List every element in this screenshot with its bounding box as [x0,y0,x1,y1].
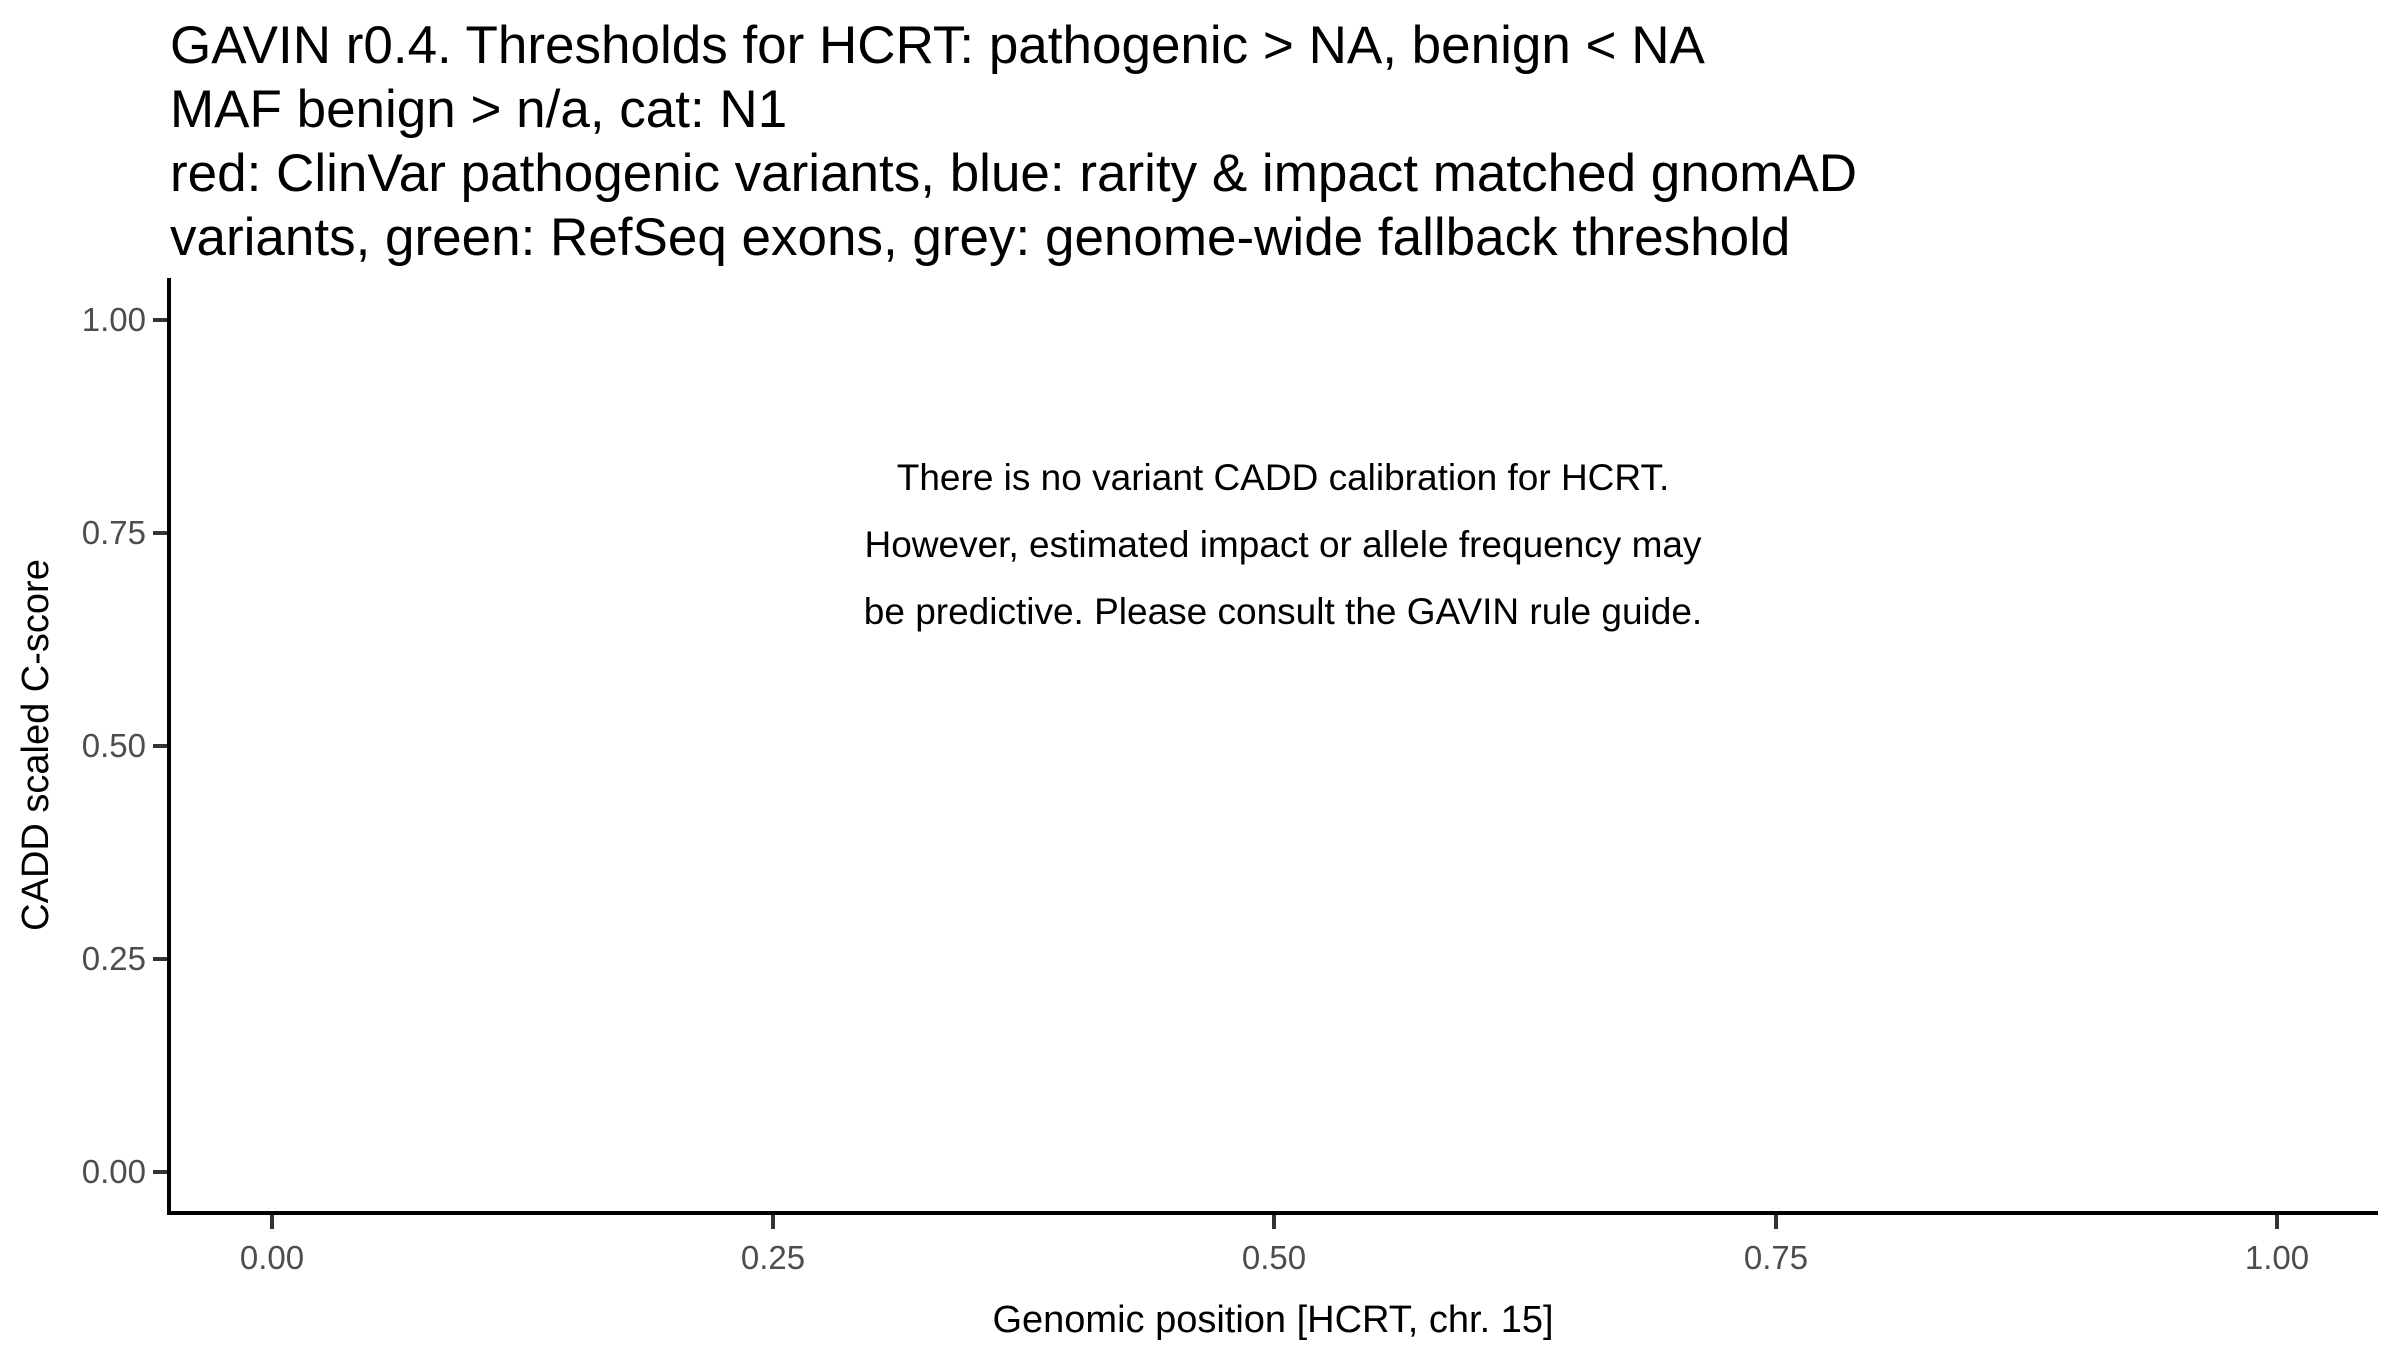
x-tick-label: 1.00 [2244,1239,2310,1276]
annotation-line-3: be predictive. Please consult the GAVIN rule guide. [863,591,1703,632]
y-tick-mark-0.75 [153,531,167,535]
x-tick-label: 0.25 [740,1239,806,1276]
x-axis-title: Genomic position [HCRT, chr. 15] [992,1299,1554,1341]
plot-panel [167,278,2378,1215]
x-tick-label: 0.75 [1743,1239,1809,1276]
x-tick-mark-1.00 [2275,1215,2279,1229]
y-tick-mark-0.00 [153,1170,167,1174]
y-tick-mark-0.25 [153,957,167,961]
annotation-line-2: However, estimated impact or allele frequency may [864,524,1702,565]
chart-title-line-1: GAVIN r0.4. Thresholds for HCRT: pathogenic > NA, benign < NA [170,16,1705,75]
chart-title [170,14,1857,270]
x-tick-mark-0.75 [1774,1215,1778,1229]
y-tick-label: 0.25 [81,940,146,977]
y-axis-title: CADD scaled C-score [15,559,57,931]
annotation-line-1: There is no variant CADD calibration for HCRT. [896,457,1670,498]
x-tick-label: 0.00 [239,1239,305,1276]
x-tick-mark-0.00 [270,1215,274,1229]
y-tick-mark-1.00 [153,318,167,322]
y-tick-label: 0.75 [81,514,146,551]
chart-title-line-4: variants, green: RefSeq exons, grey: genome-wide fallback threshold [170,208,1791,267]
y-tick-label: 1.00 [81,301,146,338]
no-calibration-annotation [483,444,2083,645]
chart-title-line-2: MAF benign > n/a, cat: N1 [170,80,788,139]
x-tick-mark-0.50 [1272,1215,1276,1229]
y-tick-label: 0.00 [81,1153,146,1190]
chart-title-line-3: red: ClinVar pathogenic variants, blue: rarity & impact matched gnomAD [170,144,1857,203]
y-tick-label: 0.50 [81,727,146,764]
y-tick-mark-0.50 [153,744,167,748]
x-tick-mark-0.25 [771,1215,775,1229]
x-tick-label: 0.50 [1241,1239,1307,1276]
